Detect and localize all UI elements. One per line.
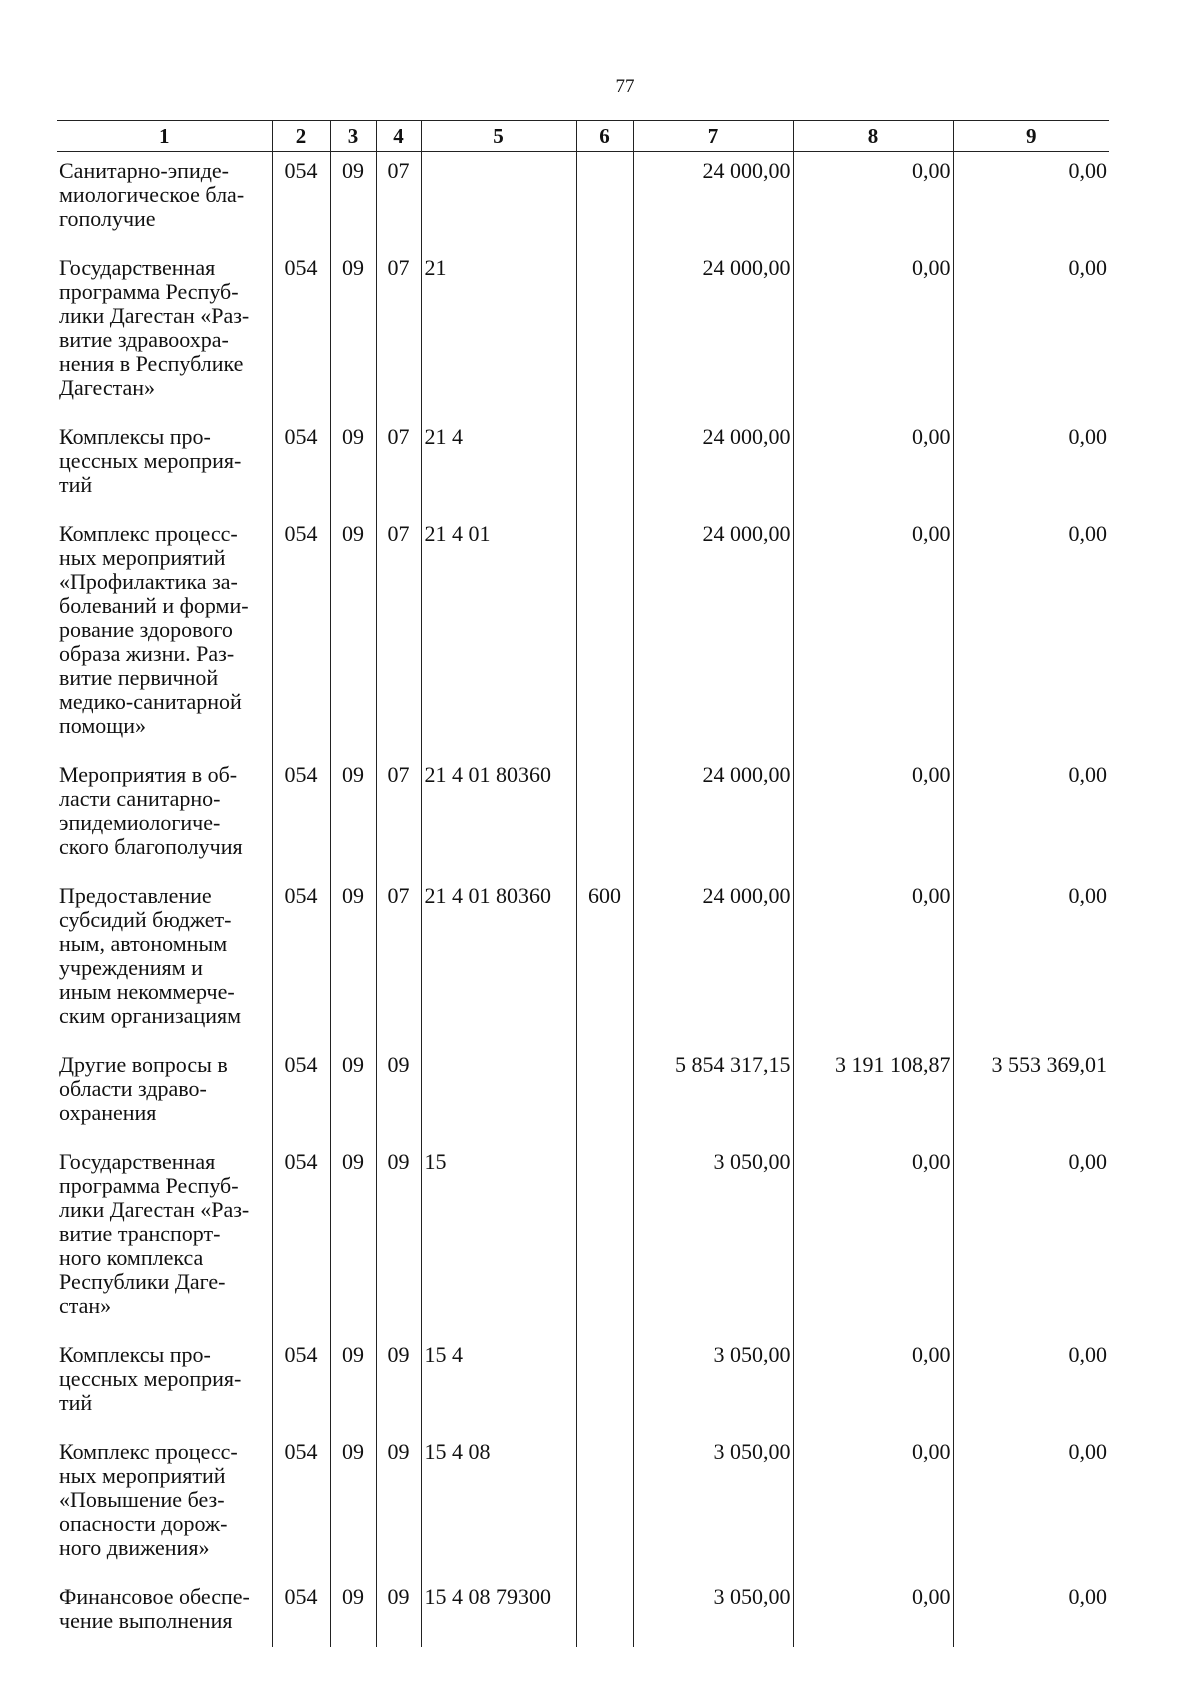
cell-amount-col7: 24 000,00 xyxy=(633,877,793,1046)
cell-amount-col8: 0,00 xyxy=(793,756,953,877)
cell-section: 09 xyxy=(330,1433,376,1578)
cell-expense-type xyxy=(576,1433,633,1578)
cell-subsection: 07 xyxy=(376,515,421,756)
cell-name: Санитарно-эпиде- миологическое бла- гополучие xyxy=(59,158,245,231)
cell-target-article: 15 4 08 xyxy=(421,1433,576,1578)
cell-amount-col9: 0,00 xyxy=(953,515,1109,756)
cell-section: 09 xyxy=(330,152,376,250)
cell-amount-col7: 24 000,00 xyxy=(633,249,793,418)
cell-subsection: 09 xyxy=(376,1578,421,1647)
cell-ministry-code: 054 xyxy=(272,418,330,515)
table-header xyxy=(57,121,1109,152)
cell-amount-col8: 0,00 xyxy=(793,418,953,515)
cell-amount-col9: 0,00 xyxy=(953,1578,1109,1647)
cell-section: 09 xyxy=(330,1336,376,1433)
cell-subsection: 09 xyxy=(376,1046,421,1143)
cell-expense-type xyxy=(576,418,633,515)
cell-amount-col7: 24 000,00 xyxy=(633,418,793,515)
cell-expense-type xyxy=(576,1046,633,1143)
cell-ministry-code: 054 xyxy=(272,1046,330,1143)
cell-amount-col8: 0,00 xyxy=(793,152,953,250)
cell-amount-col9: 0,00 xyxy=(953,1433,1109,1578)
cell-name: Комплекс процесс- ных мероприятий «Повышение без- опасности дорож- ного движения» xyxy=(59,1439,238,1560)
cell-ministry-code: 054 xyxy=(272,249,330,418)
cell-ministry-code: 054 xyxy=(272,756,330,877)
header-col-5: 5 xyxy=(421,121,576,152)
cell-ministry-code: 054 xyxy=(272,152,330,250)
cell-name: Другие вопросы в области здраво- охранения xyxy=(59,1052,228,1125)
cell-ministry-code: 054 xyxy=(272,877,330,1046)
cell-amount-col9: 0,00 xyxy=(953,1143,1109,1336)
cell-subsection: 07 xyxy=(376,756,421,877)
cell-name: Государственная программа Респуб- лики Дагестан «Раз- витие транспорт- ного комплекса Республики Даге- стан» xyxy=(59,1149,250,1318)
header-row xyxy=(57,121,1109,152)
cell-amount-col8: 0,00 xyxy=(793,249,953,418)
cell-target-article: 21 xyxy=(421,249,576,418)
cell-expense-type xyxy=(576,1143,633,1336)
header-col-9: 9 xyxy=(953,121,1109,152)
cell-target-article: 15 xyxy=(421,1143,576,1336)
cell-section: 09 xyxy=(330,1143,376,1336)
table-row xyxy=(57,877,1109,1046)
table-row xyxy=(57,515,1109,756)
cell-subsection: 07 xyxy=(376,877,421,1046)
table-row xyxy=(57,152,1109,250)
cell-name: Финансовое обеспе- чение выполнения xyxy=(59,1584,250,1633)
cell-section: 09 xyxy=(330,515,376,756)
header-col-2: 2 xyxy=(272,121,330,152)
cell-expense-type xyxy=(576,1336,633,1433)
cell-amount-col7: 3 050,00 xyxy=(633,1433,793,1578)
cell-amount-col7: 3 050,00 xyxy=(633,1578,793,1647)
cell-amount-col7: 24 000,00 xyxy=(633,152,793,250)
cell-target-article: 21 4 01 xyxy=(421,515,576,756)
header-col-1: 1 xyxy=(57,121,272,152)
cell-amount-col7: 5 854 317,15 xyxy=(633,1046,793,1143)
cell-subsection: 09 xyxy=(376,1143,421,1336)
cell-amount-col9: 0,00 xyxy=(953,152,1109,250)
cell-amount-col9: 0,00 xyxy=(953,418,1109,515)
cell-section: 09 xyxy=(330,1046,376,1143)
page-number: 77 xyxy=(615,76,635,97)
cell-amount-col8: 0,00 xyxy=(793,1433,953,1578)
cell-amount-col9: 0,00 xyxy=(953,877,1109,1046)
cell-target-article: 15 4 08 79300 xyxy=(421,1578,576,1647)
cell-expense-type: 600 xyxy=(576,877,633,1046)
header-col-3: 3 xyxy=(330,121,376,152)
table-row xyxy=(57,1143,1109,1336)
cell-ministry-code: 054 xyxy=(272,1578,330,1647)
cell-amount-col9: 0,00 xyxy=(953,756,1109,877)
cell-amount-col8: 3 191 108,87 xyxy=(793,1046,953,1143)
cell-target-article: 21 4 01 80360 xyxy=(421,756,576,877)
cell-amount-col8: 0,00 xyxy=(793,1578,953,1647)
cell-amount-col7: 3 050,00 xyxy=(633,1143,793,1336)
cell-section: 09 xyxy=(330,1578,376,1647)
cell-amount-col9: 3 553 369,01 xyxy=(953,1046,1109,1143)
cell-amount-col8: 0,00 xyxy=(793,877,953,1046)
cell-section: 09 xyxy=(330,756,376,877)
budget-table xyxy=(57,120,1109,1647)
table-row xyxy=(57,249,1109,418)
cell-expense-type xyxy=(576,515,633,756)
cell-target-article: 21 4 xyxy=(421,418,576,515)
cell-subsection: 09 xyxy=(376,1336,421,1433)
cell-name: Предоставление субсидий бюджет- ным, автономным учреждениям и иным некоммерче- ским организациям xyxy=(59,883,242,1028)
header-col-8: 8 xyxy=(793,121,953,152)
cell-subsection: 09 xyxy=(376,1433,421,1578)
cell-target-article xyxy=(421,152,576,250)
cell-amount-col8: 0,00 xyxy=(793,515,953,756)
cell-name: Комплексы про- цессных мероприя- тий xyxy=(59,1342,242,1415)
cell-amount-col7: 3 050,00 xyxy=(633,1336,793,1433)
cell-amount-col7: 24 000,00 xyxy=(633,515,793,756)
table-row xyxy=(57,1433,1109,1578)
header-col-4: 4 xyxy=(376,121,421,152)
cell-expense-type xyxy=(576,1578,633,1647)
cell-section: 09 xyxy=(330,877,376,1046)
cell-expense-type xyxy=(576,152,633,250)
cell-target-article xyxy=(421,1046,576,1143)
cell-amount-col8: 0,00 xyxy=(793,1143,953,1336)
table-body xyxy=(57,152,1109,1648)
cell-ministry-code: 054 xyxy=(272,515,330,756)
cell-name: Комплекс процесс- ных мероприятий «Профилактика за- болеваний и форми- рование здорового образа жизни. Раз- витие первичной медико-санитарной помощи» xyxy=(59,521,249,738)
table-row xyxy=(57,756,1109,877)
table-row xyxy=(57,1046,1109,1143)
cell-subsection: 07 xyxy=(376,418,421,515)
cell-name: Комплексы про- цессных мероприя- тий xyxy=(59,424,242,497)
cell-ministry-code: 054 xyxy=(272,1433,330,1578)
cell-section: 09 xyxy=(330,418,376,515)
table-row xyxy=(57,1336,1109,1433)
cell-subsection: 07 xyxy=(376,152,421,250)
cell-ministry-code: 054 xyxy=(272,1143,330,1336)
cell-name: Мероприятия в об- ласти санитарно- эпидемиологиче- ского благополучия xyxy=(59,762,243,859)
cell-expense-type xyxy=(576,756,633,877)
header-col-7: 7 xyxy=(633,121,793,152)
cell-amount-col8: 0,00 xyxy=(793,1336,953,1433)
table-row xyxy=(57,418,1109,515)
cell-amount-col9: 0,00 xyxy=(953,249,1109,418)
cell-target-article: 15 4 xyxy=(421,1336,576,1433)
cell-subsection: 07 xyxy=(376,249,421,418)
cell-target-article: 21 4 01 80360 xyxy=(421,877,576,1046)
cell-name: Государственная программа Респуб- лики Дагестан «Раз- витие здравоохра- нения в Республике Дагестан» xyxy=(59,255,250,400)
cell-ministry-code: 054 xyxy=(272,1336,330,1433)
cell-amount-col7: 24 000,00 xyxy=(633,756,793,877)
cell-section: 09 xyxy=(330,249,376,418)
header-col-6: 6 xyxy=(576,121,633,152)
table-row xyxy=(57,1578,1109,1647)
cell-amount-col9: 0,00 xyxy=(953,1336,1109,1433)
cell-expense-type xyxy=(576,249,633,418)
